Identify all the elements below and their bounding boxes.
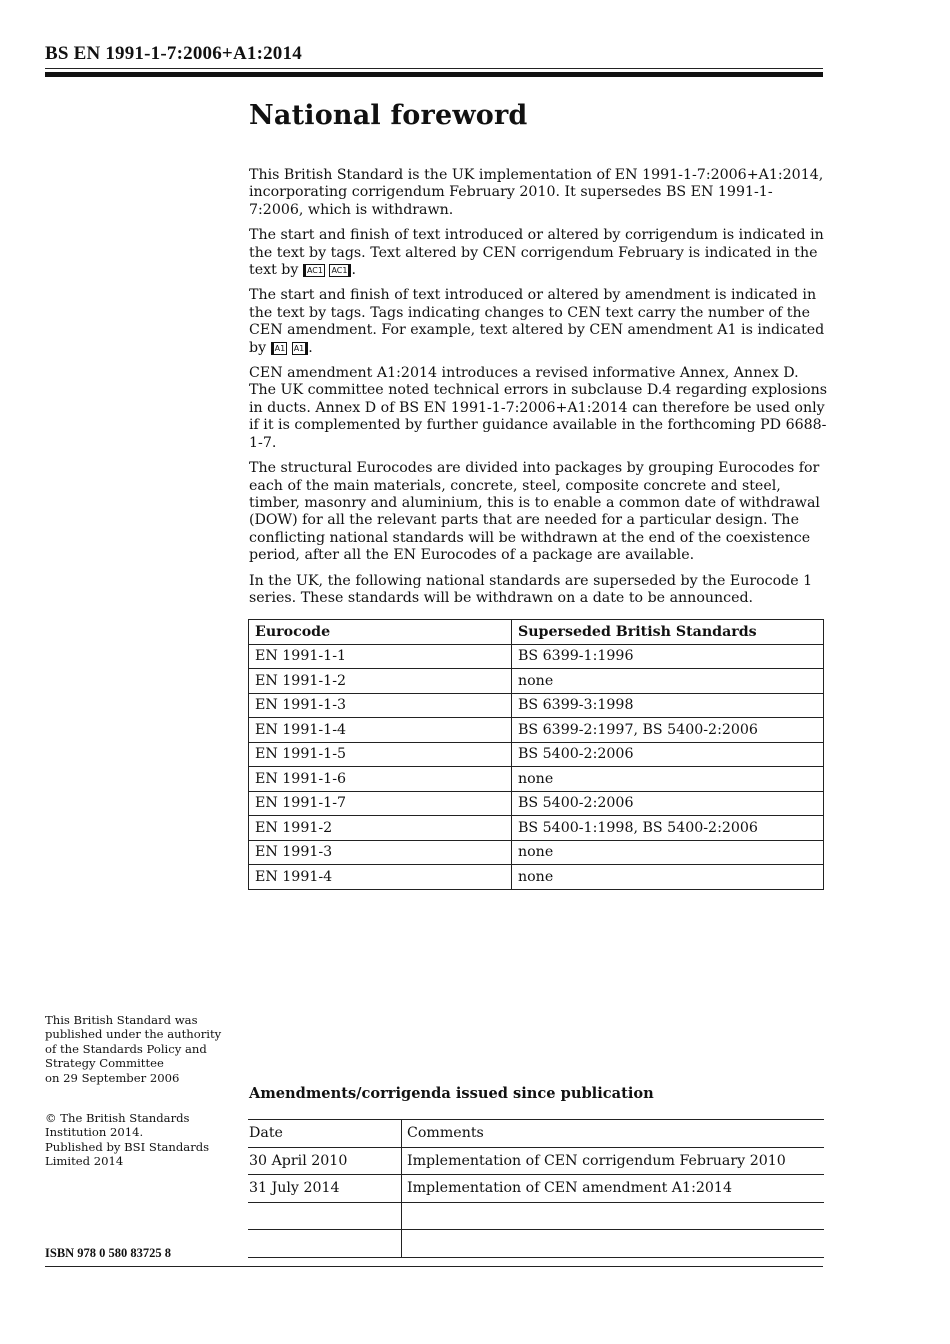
- publication-line: Strategy Committee: [45, 1056, 164, 1071]
- superseded-cell: none: [512, 767, 824, 792]
- table-row: [249, 742, 824, 767]
- document-code: BS EN 1991-1-7:2006+A1:2014: [45, 43, 302, 64]
- eurocode-cell: EN 1991-1-4: [249, 718, 512, 743]
- paragraph-2-text: The start and finish of text introduced or altered by corrigendum is indicated in the text by tags. Text altered by CEN corrigendum February is indicated in the text by: [249, 227, 824, 279]
- table-row: [249, 791, 824, 816]
- superseded-cell: none: [512, 840, 824, 865]
- copyright-note: [45, 1111, 235, 1169]
- column-header-superseded: Superseded British Standards: [512, 620, 824, 645]
- comment-cell: Implementation of CEN amendment A1:2014: [402, 1175, 825, 1203]
- amendment-open-tag: A1: [271, 342, 288, 355]
- eurocode-cell: EN 1991-1-2: [249, 669, 512, 694]
- paragraph-3: The start and finish of text introduced or altered by amendment is indicated in the text by tags. Tags indicating changes to CEN text carry the number of the CEN amendment. For example, text altered by CEN amendment A1 is indicated by A1 A1 .: [249, 287, 825, 356]
- paragraph-2: The start and finish of text introduced or altered by corrigendum is indicated in the text by tags. Text altered by CEN corrigendum February is indicated in the text by AC1 AC1 .: [249, 227, 824, 279]
- table-row: [249, 840, 824, 865]
- corrigendum-close-tag: AC1: [329, 264, 351, 277]
- isbn: ISBN 978 0 580 83725 8: [45, 1246, 172, 1260]
- eurocode-cell: EN 1991-1-5: [249, 742, 512, 767]
- publication-line: This British Standard was: [45, 1013, 198, 1027]
- superseded-cell: none: [512, 669, 824, 694]
- date-cell: [248, 1230, 402, 1258]
- amendment-close-tag: A1: [292, 342, 309, 355]
- table-header-row: [249, 620, 824, 645]
- superseded-cell: BS 5400-1:1998, BS 5400-2:2006: [512, 816, 824, 841]
- publication-line: published under the authority: [45, 1027, 222, 1042]
- header-rule-thin: [45, 68, 823, 69]
- amendments-header-row: [248, 1120, 824, 1148]
- table-row: [248, 1147, 824, 1175]
- paragraph-6: In the UK, the following national standards are superseded by the Eurocode 1 series. These standards will be withdrawn on a date to be announced.: [249, 572, 813, 606]
- publication-line: of the Standards Policy and: [45, 1041, 207, 1056]
- eurocode-cell: EN 1991-4: [249, 865, 512, 890]
- header-rule-thick: [45, 72, 823, 77]
- column-header-eurocode: Eurocode: [249, 620, 512, 645]
- table-row: [249, 816, 824, 841]
- comment-cell: [402, 1230, 825, 1258]
- superseded-cell: BS 5400-2:2006: [512, 742, 824, 767]
- comment-cell: [402, 1202, 825, 1230]
- table-row: [249, 693, 824, 718]
- table-row: [249, 669, 824, 694]
- superseded-cell: BS 5400-2:2006: [512, 791, 824, 816]
- superseded-cell: BS 6399-3:1998: [512, 693, 824, 718]
- comment-cell: Implementation of CEN corrigendum February 2010: [402, 1147, 825, 1175]
- date-cell: [248, 1202, 402, 1230]
- paragraph-4: CEN amendment A1:2014 introduces a revised informative Annex, Annex D. The UK committee noted technical errors in subclause D.4 regarding explosions in ducts. Annex D of BS EN 1991-1-7:2006+A1:2014 can therefore be used only if it is complemented by further guidance available in the forthcoming PD 6688-1-7.: [249, 365, 828, 451]
- superseded-cell: BS 6399-2:1997, BS 5400-2:2006: [512, 718, 824, 743]
- foreword-body: [249, 167, 827, 615]
- column-header-comments: Comments: [402, 1120, 825, 1148]
- table-row: [249, 767, 824, 792]
- eurocode-cell: EN 1991-1-7: [249, 791, 512, 816]
- table-row: [248, 1175, 824, 1203]
- copyright-line: Published by BSI Standards: [45, 1139, 210, 1154]
- corrigendum-open-tag: AC1: [303, 264, 325, 277]
- paragraph-5: The structural Eurocodes are divided into packages by grouping Eurocodes for each of the main materials, concrete, steel, composite concrete and steel, timber, masonry and aluminium, this is to enable a common date of withdrawal (DOW) for all the relevant parts that are needed for a particular design. The conflicting national standards will be withdrawn at the end of the coexistence period, after all the EN Eurocodes of a package are available.: [249, 460, 820, 564]
- superseded-cell: BS 6399-1:1996: [512, 644, 824, 669]
- table-row: [248, 1230, 824, 1258]
- copyright-line: Limited 2014: [45, 1154, 124, 1169]
- paragraph-1: This British Standard is the UK implementation of EN 1991-1-7:2006+A1:2014, incorporating corrigendum February 2010. It supersedes BS EN 1991-1-7:2006, which is withdrawn.: [249, 167, 824, 218]
- footer-rule: [45, 1266, 823, 1267]
- column-header-date: Date: [248, 1120, 402, 1148]
- paragraph-3-text: The start and finish of text introduced or altered by amendment is indicated in the text by tags. Tags indicating changes to CEN text carry the number of the CEN amendment. For example, text altered by CEN amendment A1 is indicated by: [249, 287, 825, 356]
- eurocode-cell: EN 1991-2: [249, 816, 512, 841]
- copyright-line: © The British Standards: [45, 1111, 190, 1125]
- eurocode-cell: EN 1991-1-3: [249, 693, 512, 718]
- publication-note: [45, 1013, 235, 1085]
- table-row: [249, 718, 824, 743]
- copyright-line: Institution 2014.: [45, 1125, 144, 1140]
- publication-line: on 29 September 2006: [45, 1070, 180, 1085]
- eurocode-cell: EN 1991-3: [249, 840, 512, 865]
- table-row: [248, 1202, 824, 1230]
- table-row: [249, 644, 824, 669]
- eurocode-cell: EN 1991-1-6: [249, 767, 512, 792]
- date-cell: 31 July 2014: [248, 1175, 402, 1203]
- amendments-title: Amendments/corrigenda issued since publication: [249, 1085, 654, 1102]
- eurocode-table: [248, 619, 824, 890]
- date-cell: 30 April 2010: [248, 1147, 402, 1175]
- page-title: National foreword: [249, 100, 528, 131]
- eurocode-cell: EN 1991-1-1: [249, 644, 512, 669]
- amendments-table: [248, 1119, 824, 1258]
- table-row: [249, 865, 824, 890]
- superseded-cell: none: [512, 865, 824, 890]
